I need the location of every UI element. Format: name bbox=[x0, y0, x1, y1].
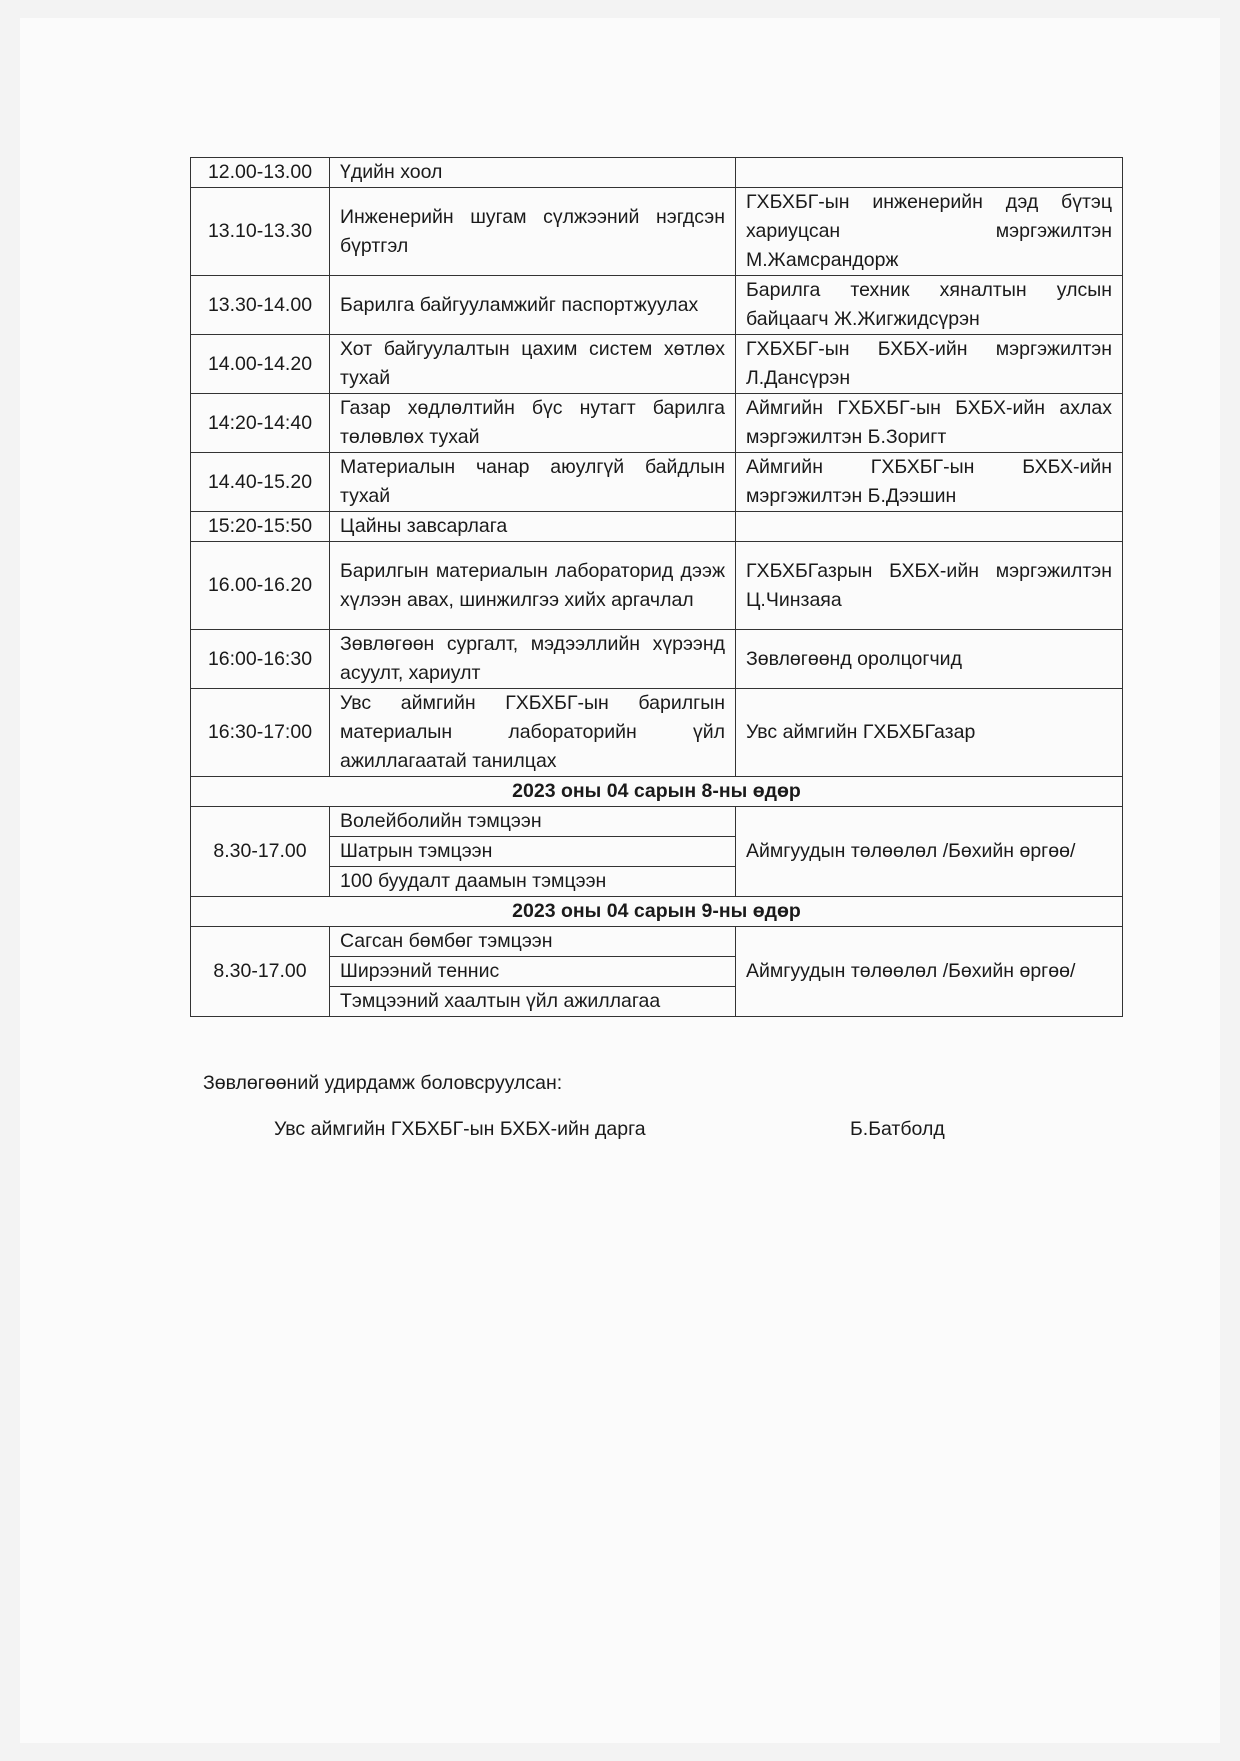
time-cell: 16.00-16.20 bbox=[191, 542, 330, 630]
topic-cell: Материалын чанар аюулгүй байдлын тухай bbox=[330, 453, 736, 512]
responsible-cell: ГХБХБГ-ын инженерийн дэд бүтэц хариуцсан мэргэжилтэн М.Жамсрандорж bbox=[736, 188, 1123, 276]
topic-cell: Инженерийн шугам сүлжээний нэгдсэн бүртгэл bbox=[330, 188, 736, 276]
table-row bbox=[191, 188, 1123, 276]
time-cell: 12.00-13.00 bbox=[191, 158, 330, 188]
signature-role: Увс аймгийн ГХБХБГ-ын БХБХ-ийн дарга bbox=[274, 1118, 646, 1140]
responsible-cell: Увс аймгийн ГХБХБГазар bbox=[736, 689, 1123, 777]
table-row bbox=[191, 453, 1123, 512]
day-heading-row bbox=[191, 777, 1123, 807]
responsible-cell: ГХБХБГазрын БХБХ-ийн мэргэжилтэн Ц.Чинзаяа bbox=[736, 542, 1123, 630]
topic-cell: Цайны завсарлага bbox=[330, 512, 736, 542]
topic-cell: Газар хөдлөлтийн бүс нутагт барилга төлөвлөх тухай bbox=[330, 394, 736, 453]
responsible-cell: ГХБХБГ-ын БХБХ-ийн мэргэжилтэн Л.Дансүрэн bbox=[736, 335, 1123, 394]
day-heading-row bbox=[191, 897, 1123, 927]
time-cell: 14.00-14.20 bbox=[191, 335, 330, 394]
table-row bbox=[191, 630, 1123, 689]
time-cell: 15:20-15:50 bbox=[191, 512, 330, 542]
table-row bbox=[191, 689, 1123, 777]
responsible-cell: Аймгуудын төлөөлөл /Бөхийн өргөө/ bbox=[736, 807, 1123, 897]
responsible-cell: Барилга техник хяналтын улсын байцаагч Ж.Жигжидсүрэн bbox=[736, 276, 1123, 335]
topic-cell: Барилга байгууламжийг паспортжуулах bbox=[330, 276, 736, 335]
table-row bbox=[191, 394, 1123, 453]
day-heading: 2023 оны 04 сарын 8-ны өдөр bbox=[191, 777, 1123, 807]
event-cell: Шатрын тэмцээн bbox=[330, 837, 736, 867]
event-cell: Волейболийн тэмцээн bbox=[330, 807, 736, 837]
responsible-cell: Аймгуудын төлөөлөл /Бөхийн өргөө/ bbox=[736, 927, 1123, 1017]
event-cell: Сагсан бөмбөг тэмцээн bbox=[330, 927, 736, 957]
time-cell: 16:00-16:30 bbox=[191, 630, 330, 689]
responsible-cell bbox=[736, 512, 1123, 542]
signature-name: Б.Батболд bbox=[850, 1118, 945, 1140]
topic-cell: Үдийн хоол bbox=[330, 158, 736, 188]
responsible-cell: Аймгийн ГХБХБГ-ын БХБХ-ийн ахлах мэргэжилтэн Б.Зоригт bbox=[736, 394, 1123, 453]
topic-cell: Зөвлөгөөн сургалт, мэдээллийн хүрээнд асуулт, хариулт bbox=[330, 630, 736, 689]
table-row bbox=[191, 927, 1123, 957]
signature-intro: Зөвлөгөөний удирдамж боловсруулсан: bbox=[203, 1072, 563, 1094]
event-cell: Тэмцээний хаалтын үйл ажиллагаа bbox=[330, 987, 736, 1017]
topic-cell: Увс аймгийн ГХБХБГ-ын барилгын материалын лабораторийн үйл ажиллагаатай танилцах bbox=[330, 689, 736, 777]
topic-cell: Хот байгуулалтын цахим систем хөтлөх тухай bbox=[330, 335, 736, 394]
topic-cell: Барилгын материалын лабораторид дээж хүлээн авах, шинжилгээ хийх аргачлал bbox=[330, 542, 736, 630]
time-cell: 16:30-17:00 bbox=[191, 689, 330, 777]
event-cell: Ширээний теннис bbox=[330, 957, 736, 987]
table-row bbox=[191, 276, 1123, 335]
time-cell: 8.30-17.00 bbox=[191, 807, 330, 897]
table-row bbox=[191, 158, 1123, 188]
table-row bbox=[191, 542, 1123, 630]
time-cell: 13.10-13.30 bbox=[191, 188, 330, 276]
time-cell: 8.30-17.00 bbox=[191, 927, 330, 1017]
responsible-cell: Аймгийн ГХБХБГ-ын БХБХ-ийн мэргэжилтэн Б.Дээшин bbox=[736, 453, 1123, 512]
responsible-cell bbox=[736, 158, 1123, 188]
responsible-cell: Зөвлөгөөнд оролцогчид bbox=[736, 630, 1123, 689]
day-heading: 2023 оны 04 сарын 9-ны өдөр bbox=[191, 897, 1123, 927]
time-cell: 14.40-15.20 bbox=[191, 453, 330, 512]
schedule-table bbox=[190, 157, 1123, 1017]
table-row bbox=[191, 335, 1123, 394]
time-cell: 13.30-14.00 bbox=[191, 276, 330, 335]
table-row bbox=[191, 512, 1123, 542]
event-cell: 100 буудалт даамын тэмцээн bbox=[330, 867, 736, 897]
time-cell: 14:20-14:40 bbox=[191, 394, 330, 453]
table-row bbox=[191, 807, 1123, 837]
